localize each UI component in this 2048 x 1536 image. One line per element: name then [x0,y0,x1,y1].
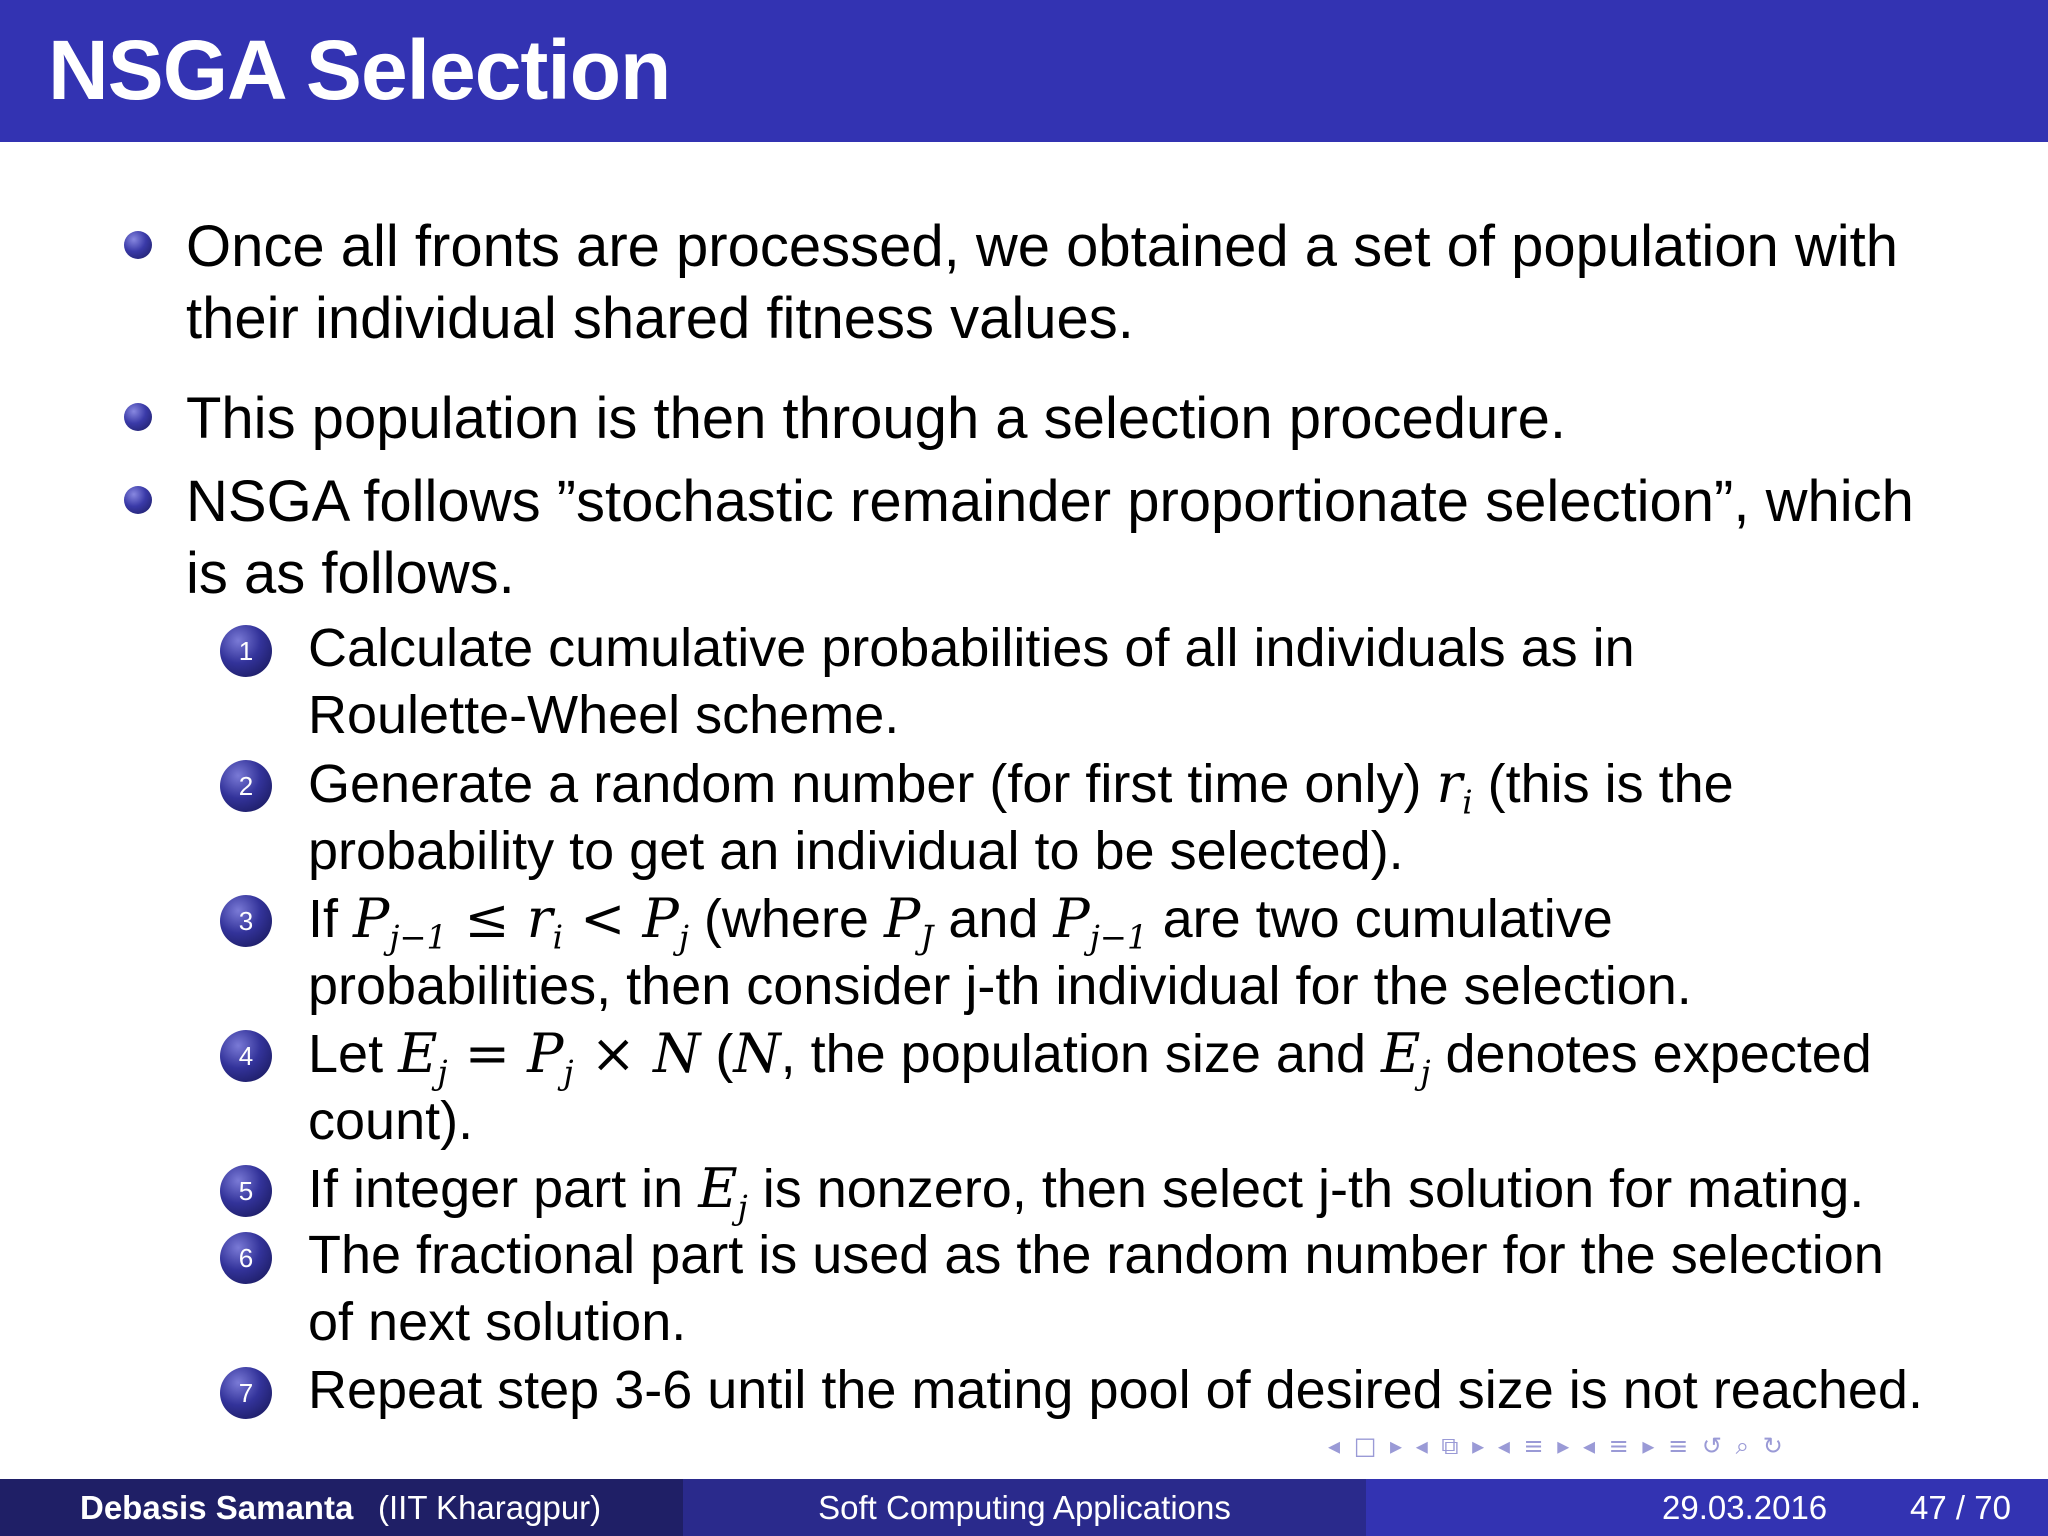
step-number-badge: 2 [220,760,272,812]
nav-prev-section-icon[interactable]: ◂ [1582,1432,1596,1460]
beamer-navigation-bar [1328,1432,2028,1464]
footer-author-section [0,1479,683,1536]
step-item [238,615,2008,749]
footer-author: Debasis Samanta [80,1489,354,1526]
step-text: If integer part in [308,1159,699,1219]
footer-course-title: Soft Computing Applications [818,1489,1231,1526]
bullet-text: NSGA follows ”stochastic remainder proportionate selection”, which is as follows. [186,469,1914,606]
nav-prev-frame-icon[interactable]: ◂ [1415,1432,1428,1460]
bullet-item [186,466,1926,610]
math-var: E [698,1157,738,1220]
nav-forward-icon[interactable]: ↻ [1762,1432,1783,1460]
footer-title-section [683,1479,1366,1536]
nav-prev-subsection-icon[interactable]: ◂ [1497,1432,1510,1460]
math-operator: = [447,1022,528,1085]
step-text-line [308,1155,2008,1227]
bullet-text: Once all fronts are processed, we obtained a set of population with their individual shared fitness values. [186,214,1899,351]
math-var: N [653,1022,701,1085]
step-number-badge: 3 [220,895,272,947]
step-text-line: probabilities, then consider j-th individual for the selection. [308,956,1692,1016]
step-text-line: of next solution. [308,1292,687,1352]
nav-next-slide-icon[interactable]: ▸ [1390,1432,1403,1460]
step-text-line: Roulette-Wheel scheme. [308,685,900,745]
nav-frame-icon[interactable]: ⧉ [1441,1432,1459,1460]
math-subscript: j−1 [389,918,448,957]
nav-next-section-icon[interactable]: ▸ [1642,1432,1655,1460]
bullet-icon [124,403,152,431]
step-number-badge: 7 [220,1367,272,1419]
step-text: Generate a random number (for first time only) [308,754,1437,814]
math-operator: × [573,1022,654,1085]
math-var: P [353,887,390,950]
bullet-item [186,211,1946,355]
nav-search-icon[interactable]: ⌕ [1735,1432,1750,1460]
footer-page-number: 47 / 70 [1910,1489,2011,1526]
step-text: If [308,889,354,949]
math-var: P [883,887,921,950]
math-operator: ≤ [447,887,527,950]
step-text-line [308,1020,2008,1092]
step-text: , the population size and [780,1024,1382,1084]
math-var: N [733,1022,781,1085]
math-var: r [1436,752,1463,815]
footer-date: 29.03.2016 [1662,1489,1828,1526]
step-text: and [933,889,1054,949]
nav-next-subsection-icon[interactable]: ▸ [1557,1432,1570,1460]
slide-title: NSGA Selection [48,23,671,117]
step-text-line [308,885,2008,957]
nav-subsection-icon[interactable]: ≡ [1523,1432,1544,1460]
math-subscript: j [678,918,689,957]
step-text: ( [700,1024,734,1084]
nav-prev-slide-icon[interactable]: ◂ [1328,1432,1341,1460]
math-subscript: i [552,918,563,957]
bullet-item [186,383,1946,455]
math-subscript: j [1420,1053,1431,1092]
math-var: P [1053,887,1090,950]
step-text-line: The fractional part is used as the random number for the selection [308,1225,1884,1285]
step-item [238,1357,2008,1424]
step-text: Let [308,1024,399,1084]
step-text-line: Calculate cumulative probabilities of all individuals as in [308,618,1635,678]
math-subscript: j [437,1053,448,1092]
nav-next-frame-icon[interactable]: ▸ [1472,1432,1485,1460]
step-text: is nonzero, then select j-th solution for mating. [747,1159,1865,1219]
math-var: r [526,887,553,950]
step-item [238,750,2008,885]
step-item [238,885,2008,1020]
footer-bar [0,1479,2048,1536]
step-text-line: count). [308,1091,474,1151]
step-number-badge: 5 [220,1165,272,1217]
step-text: are two cumulative [1147,889,1613,949]
step-number-badge: 4 [220,1030,272,1082]
step-number-badge: 1 [220,625,272,677]
nav-back-icon[interactable]: ↺ [1701,1432,1722,1460]
footer-institution: (IIT Kharagpur) [378,1489,602,1526]
math-var: E [398,1022,438,1085]
math-operator: < [562,887,643,950]
step-text-line [308,750,2008,822]
math-subscript: j−1 [1089,918,1148,957]
math-var: P [642,887,679,950]
bullet-icon [124,231,152,259]
step-number-badge: 6 [220,1232,272,1284]
step-item [238,1222,2008,1356]
math-subscript: j [737,1188,748,1227]
nav-slide-icon[interactable]: □ [1353,1432,1377,1460]
nav-document-icon[interactable]: ≡ [1668,1432,1689,1460]
math-var: P [527,1022,564,1085]
nav-section-icon[interactable]: ≡ [1608,1432,1629,1460]
math-subscript: J [920,918,934,957]
step-item [238,1155,2008,1227]
step-text: (this is the [1472,754,1734,814]
step-text-line: Repeat step 3-6 until the mating pool of desired size is not reached. [308,1360,1923,1420]
math-var: E [1381,1022,1421,1085]
step-item [238,1020,2008,1155]
footer-date-section [1366,1479,2048,1536]
math-subscript: j [563,1053,574,1092]
step-text-line: probability to get an individual to be selected). [308,821,1404,881]
bullet-text: This population is then through a selection procedure. [186,386,1566,451]
step-text: (where [688,889,884,949]
bullet-icon [124,486,152,514]
step-text: denotes expected [1430,1024,1872,1084]
math-subscript: i [1462,783,1473,822]
